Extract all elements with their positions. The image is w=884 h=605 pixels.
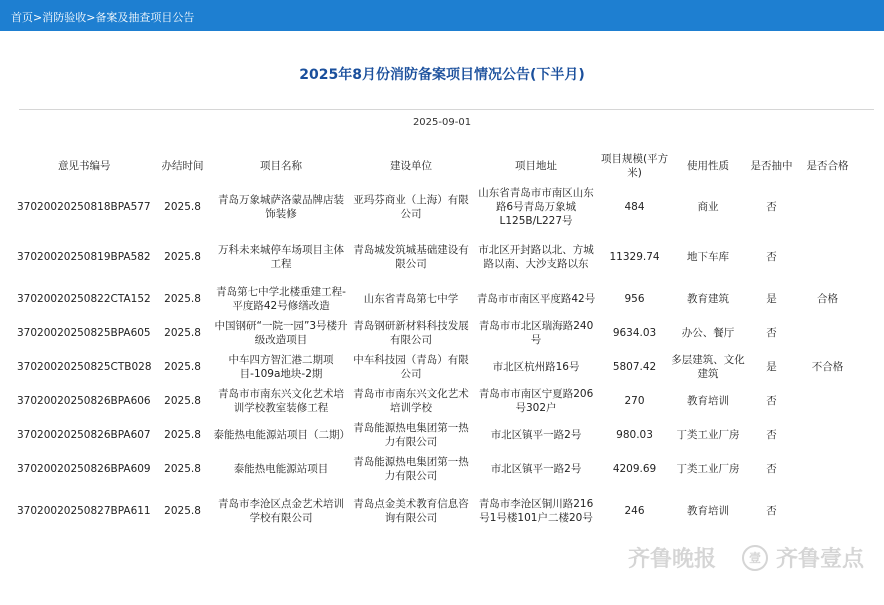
project-name-cell: 万科未来城停车场项目主体工程	[218, 244, 345, 270]
construction-unit-cell: 山东省青岛第七中学	[363, 293, 459, 305]
sampled-cell: 否	[766, 201, 777, 213]
sampled-cell: 否	[766, 251, 777, 263]
watermark-logo-icon: 壹	[742, 545, 768, 571]
project-name-cell: 泰能热电能源站项目（二期）	[213, 429, 351, 441]
project-address-cell: 青岛市市南区平度路42号	[476, 293, 596, 305]
completion-time-cell: 2025.8	[164, 251, 201, 263]
project-name-cell: 青岛市市南东兴文化艺术培训学校教室装修工程	[218, 388, 345, 414]
construction-unit-cell: 青岛钢研新材料科技发展有限公司	[353, 320, 469, 346]
top-navigation-bar	[0, 0, 884, 31]
construction-unit-cell: 青岛市市南东兴文化艺术培训学校	[353, 388, 469, 414]
page-title: 2025年8月份消防备案项目情况公告(下半月)	[299, 67, 585, 83]
usage-cell: 丁类工业厂房	[676, 429, 740, 441]
usage-cell: 丁类工业厂房	[676, 463, 740, 475]
project-address-cell: 青岛市李沧区铜川路216号1号楼101户二楼20号	[478, 498, 594, 524]
project-name-cell: 青岛第七中学北楼重建工程-平度路42号修缮改造	[216, 286, 346, 312]
header-cell-project-name: 项目名称	[260, 160, 303, 172]
project-address-cell: 市北区镇平一路2号	[490, 463, 582, 475]
sampled-cell: 否	[766, 395, 777, 407]
project-scale-cell: 4209.69	[612, 463, 657, 475]
project-scale-cell: 980.03	[616, 429, 653, 441]
table-row	[17, 384, 858, 418]
opinion-no-cell: 37020020250826BPA606	[17, 395, 151, 407]
usage-cell: 教育培训	[687, 505, 730, 517]
opinion-no-cell: 37020020250826BPA609	[17, 463, 151, 475]
construction-unit-cell: 青岛点金美术教育信息咨询有限公司	[353, 498, 469, 524]
sampled-cell: 否	[766, 505, 777, 517]
project-scale-cell: 270	[624, 395, 645, 407]
usage-cell: 商业	[697, 201, 719, 213]
table-row	[17, 452, 858, 486]
header-cell-sampled: 是否抽中	[750, 160, 793, 172]
opinion-no-cell: 37020020250819BPA582	[17, 251, 151, 263]
construction-unit-cell: 青岛能源热电集团第一热力有限公司	[353, 456, 469, 482]
publish-date: 2025-09-01	[412, 117, 472, 128]
project-address-cell: 市北区开封路以北、方城路以南、大沙支路以东	[478, 244, 594, 270]
project-notice-table	[17, 150, 858, 536]
construction-unit-cell: 亚玛芬商业（上海）有限公司	[353, 194, 469, 220]
qualified-cell	[798, 418, 858, 452]
opinion-no-cell: 37020020250827BPA611	[17, 505, 151, 517]
breadcrumb-current-page[interactable]: 备案及抽查项目公告	[95, 11, 195, 24]
table-header	[17, 150, 858, 182]
qualified-cell	[798, 182, 858, 232]
usage-cell: 多层建筑、文化建筑	[671, 354, 745, 380]
table-row	[17, 282, 858, 316]
project-scale-cell: 9634.03	[612, 327, 657, 339]
qualified-cell	[798, 384, 858, 418]
header-cell-construction-unit: 建设单位	[390, 160, 433, 172]
completion-time-cell: 2025.8	[164, 361, 201, 373]
watermark-brand-qilu-yidian: 齐鲁壹点	[775, 547, 864, 572]
table-row	[17, 316, 858, 350]
completion-time-cell: 2025.8	[164, 293, 201, 305]
qualified-cell: 不合格	[811, 361, 844, 373]
opinion-no-cell: 37020020250825BPA605	[17, 327, 151, 339]
header-cell-project-address: 项目地址	[515, 160, 558, 172]
project-scale-cell: 5807.42	[612, 361, 657, 373]
watermark-brand-qilu-evening-news: 齐鲁晚报	[627, 547, 716, 572]
qualified-cell	[798, 316, 858, 350]
qualified-cell	[798, 486, 858, 536]
qualified-cell: 合格	[817, 293, 839, 305]
opinion-no-cell: 37020020250826BPA607	[17, 429, 151, 441]
header-cell-completion-time: 办结时间	[161, 160, 204, 172]
title-divider	[19, 109, 874, 110]
qualified-cell	[798, 232, 858, 282]
project-scale-cell: 956	[624, 293, 645, 305]
sampled-cell: 否	[766, 327, 777, 339]
completion-time-cell: 2025.8	[164, 463, 201, 475]
opinion-no-cell: 37020020250825CTB028	[17, 361, 152, 373]
project-scale-cell: 246	[624, 505, 645, 517]
construction-unit-cell: 中车科技园（青岛）有限公司	[353, 354, 469, 380]
sampled-cell: 否	[766, 463, 777, 475]
table-body	[17, 182, 858, 536]
header-cell-usage: 使用性质	[687, 160, 730, 172]
sampled-cell: 是	[766, 293, 777, 305]
completion-time-cell: 2025.8	[164, 201, 201, 213]
breadcrumb	[11, 9, 194, 25]
header-cell-qualified: 是否合格	[806, 160, 849, 172]
opinion-no-cell: 37020020250818BPA577	[17, 201, 151, 213]
construction-unit-cell: 青岛能源热电集团第一热力有限公司	[353, 422, 469, 448]
opinion-no-cell: 37020020250822CTA152	[17, 293, 151, 305]
breadcrumb-separator: >	[33, 11, 43, 24]
header-row	[17, 150, 858, 182]
completion-time-cell: 2025.8	[164, 505, 201, 517]
project-name-cell: 泰能热电能源站项目	[233, 463, 329, 475]
table-row	[17, 182, 858, 232]
completion-time-cell: 2025.8	[164, 395, 201, 407]
qualified-cell	[798, 452, 858, 486]
usage-cell: 教育建筑	[687, 293, 730, 305]
project-address-cell: 山东省青岛市市南区山东路6号青岛万象城L125B/L227号	[478, 187, 594, 227]
project-scale-cell: 484	[624, 201, 645, 213]
header-cell-opinion-no: 意见书编号	[58, 160, 111, 172]
table-row	[17, 418, 858, 452]
project-address-cell: 青岛市市北区瑞海路240号	[478, 320, 594, 346]
sampled-cell: 是	[766, 361, 777, 373]
header-cell-project-scale: 项目规模(平方米)	[600, 153, 669, 179]
breadcrumb-fire-acceptance-link[interactable]: 消防验收	[42, 11, 87, 24]
completion-time-cell: 2025.8	[164, 327, 201, 339]
construction-unit-cell: 青岛城发筑城基础建设有限公司	[353, 244, 469, 270]
watermark	[628, 542, 864, 573]
project-name-cell: 中车四方智汇港二期项目-109a地块-2期	[228, 354, 334, 380]
project-name-cell: 中国钢研“一院一园”3号楼升级改造项目	[214, 320, 348, 346]
usage-cell: 办公、餐厅	[681, 327, 735, 339]
project-address-cell: 市北区镇平一路2号	[490, 429, 582, 441]
project-address-cell: 市北区杭州路16号	[492, 361, 580, 373]
table-row	[17, 350, 858, 384]
breadcrumb-home-link[interactable]: 首页	[11, 11, 33, 24]
sampled-cell: 否	[766, 429, 777, 441]
project-name-cell: 青岛市李沧区点金艺术培训学校有限公司	[218, 498, 345, 524]
usage-cell: 地下车库	[687, 251, 730, 263]
project-scale-cell: 11329.74	[609, 251, 660, 263]
usage-cell: 教育培训	[687, 395, 730, 407]
breadcrumb-separator: >	[86, 11, 96, 24]
completion-time-cell: 2025.8	[164, 429, 201, 441]
project-name-cell: 青岛万象城萨洛蒙品牌店装饰装修	[218, 194, 345, 220]
project-address-cell: 青岛市市南区宁夏路206号302户	[478, 388, 594, 414]
table-row	[17, 232, 858, 282]
table-row	[17, 486, 858, 536]
